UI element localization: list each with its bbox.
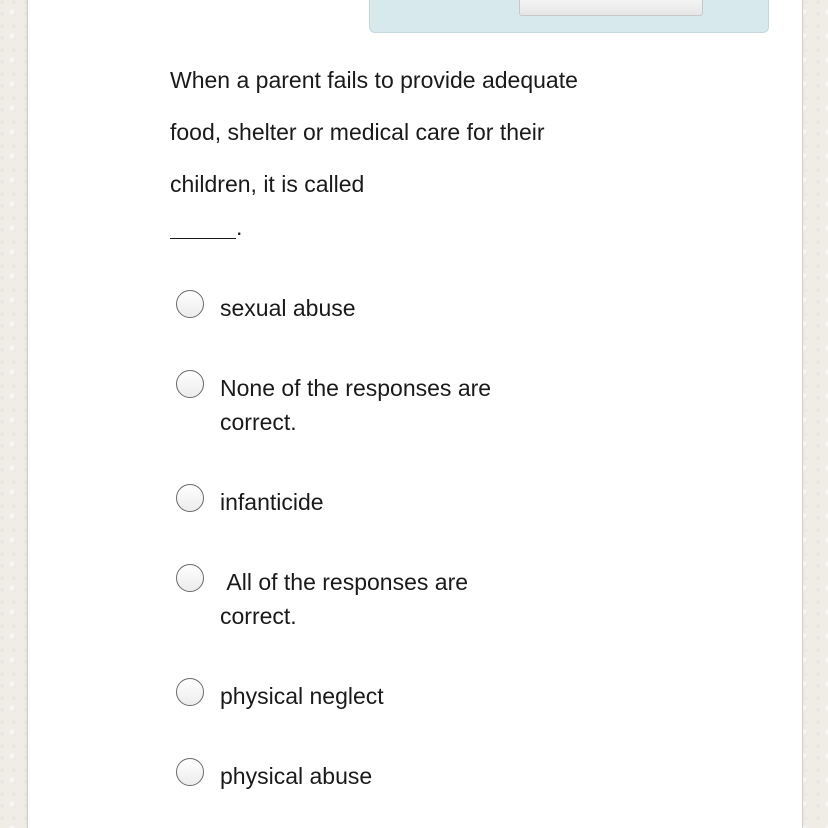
blank-period: . <box>236 214 243 240</box>
radio-button[interactable] <box>176 564 204 592</box>
answer-blank <box>170 212 236 239</box>
option-label[interactable]: sexual abuse <box>220 295 356 321</box>
radio-button[interactable] <box>176 678 204 706</box>
radio-button[interactable] <box>176 484 204 512</box>
panel-button[interactable] <box>519 0 703 16</box>
radio-button[interactable] <box>176 758 204 786</box>
option-label[interactable]: All of the responses are correct. <box>220 569 475 629</box>
option-label[interactable]: None of the responses are correct. <box>220 375 498 435</box>
option-label[interactable]: physical neglect <box>220 683 384 709</box>
option-label[interactable]: physical abuse <box>220 763 373 789</box>
option-label[interactable]: infanticide <box>220 489 324 515</box>
radio-button[interactable] <box>176 370 204 398</box>
radio-button[interactable] <box>176 290 204 318</box>
question-text: When a parent fails to provide adequate food, shelter or medical care for their children, it is called <box>170 67 578 197</box>
info-panel <box>369 0 769 33</box>
